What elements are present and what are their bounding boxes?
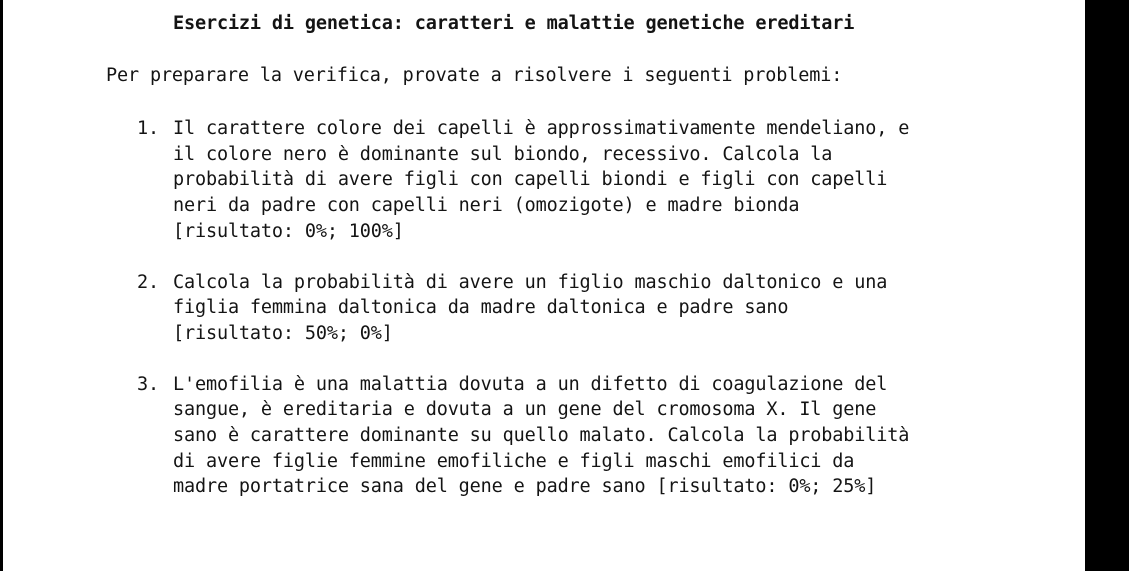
exercise-text-line: Calcola la probabilità di avere un figlio maschio daltonico e una — [173, 271, 888, 293]
exercise-text-line: il colore nero è dominante sul biondo, recessivo. Calcola la — [173, 143, 833, 165]
exercise-item-1 — [137, 116, 909, 245]
exercise-text-line: sano è carattere dominante su quello malato. Calcola la probabilità — [173, 425, 910, 447]
exercise-result: [risultato: 0%; 100%] — [173, 220, 404, 242]
exercise-text-line: figlia femmina daltonica da madre daltonica e padre sano — [173, 297, 789, 319]
intro-text: Per preparare la verifica, provate a risolvere i seguenti problemi: — [106, 65, 843, 86]
exercise-number: 3. — [137, 373, 159, 395]
exercise-item-2 — [137, 270, 909, 347]
document-title: Esercizi di genetica: caratteri e malattie genetiche ereditari — [173, 13, 855, 34]
exercise-text-line: neri da padre con capelli neri (omozigote) e madre bionda — [173, 195, 800, 217]
exercise-text-line: di avere figlie femmine emofiliche e figli maschi emofilici da — [173, 450, 855, 472]
exercise-number: 1. — [137, 118, 159, 139]
exercise-text-line: madre portatrice sana del gene e padre sano [risultato: 0%; 25%] — [173, 476, 877, 498]
exercise-number: 2. — [137, 271, 159, 293]
exercise-item-3 — [137, 372, 909, 501]
exercise-text-line: L'emofilia è una malattia dovuta a un difetto di coagulazione del — [173, 373, 888, 395]
exercise-text-line: Il carattere colore dei capelli è approssimativamente mendeliano, e — [173, 118, 910, 139]
exercise-list — [137, 116, 909, 500]
exercise-text-line: probabilità di avere figli con capelli biondi e figli con capelli — [173, 169, 888, 191]
exercise-text-line: sangue, è ereditaria e dovuta a un gene del cromosoma X. Il gene — [173, 399, 877, 421]
document-page — [3, 0, 1085, 571]
exercise-result: [risultato: 50%; 0%] — [173, 322, 393, 344]
